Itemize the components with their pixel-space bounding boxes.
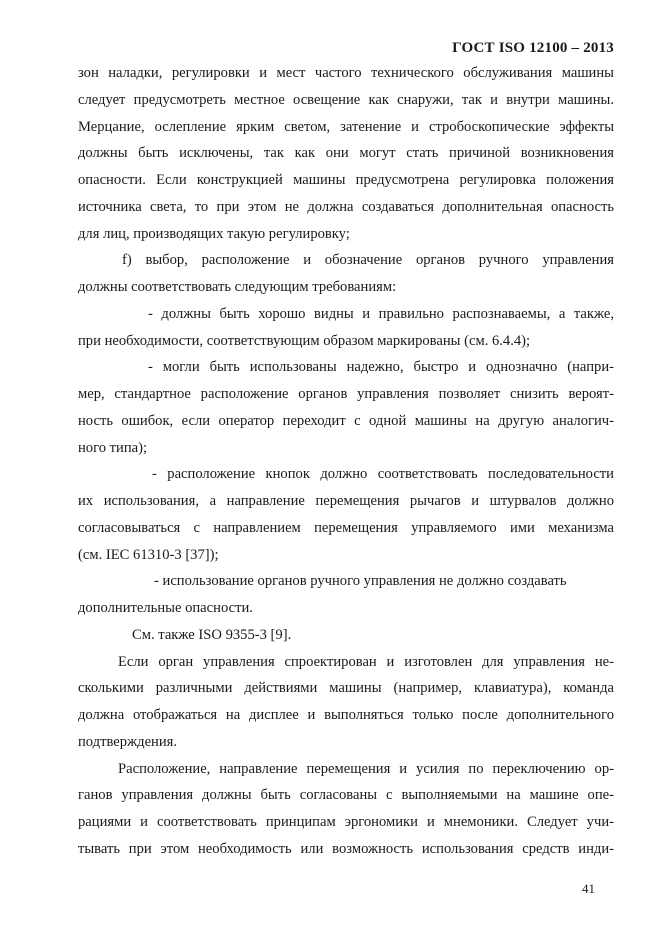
list-item-f: f) выбор, расположение и обозначение органов ручного управления bbox=[122, 252, 614, 269]
text-line: рациями и соответствовать принципам эргономики и мнемоники. Следует учи- bbox=[78, 814, 614, 830]
text-line: для лиц, производящих такую регулировку; bbox=[78, 225, 350, 242]
paragraph-start: Если орган управления спроектирован и изготовлен для управления не- bbox=[118, 653, 614, 670]
text-line: зон наладки, регулировки и мест частого технического обслуживания машины bbox=[78, 65, 614, 81]
see-also-reference: См. также ISO 9355-3 [9]. bbox=[132, 626, 292, 643]
text-line: их использования, а направление перемещения рычагов и штурвалов должно bbox=[78, 493, 614, 509]
text-line: мер, стандартное расположение органов управления позволяет снизить вероят- bbox=[78, 386, 614, 402]
bullet-item: - расположение кнопок должно соответствовать последовательности bbox=[152, 466, 614, 483]
text-line: ного типа); bbox=[78, 439, 148, 456]
text-line: должна отображаться на дисплее и выполняться только после дополнительного bbox=[78, 707, 614, 723]
text-line: тывать при этом необходимость или возможность использования средств инди- bbox=[78, 840, 614, 857]
text-line: согласовываться с направлением перемещения управляемого ими механизма bbox=[78, 519, 614, 536]
text-line: ность ошибок, если оператор переходит с одной машины на другую аналогич- bbox=[78, 412, 614, 429]
text-line: Мерцание, ослепление ярким светом, затенение и стробоскопические эффекты bbox=[78, 118, 614, 135]
text-line: опасности. Если конструкцией машины предусмотрена регулировка положения bbox=[78, 172, 614, 188]
text-line: (см. IEC 61310-3 [37]); bbox=[78, 546, 219, 563]
text-line: должны быть исключены, так как они могут стать причиной возникновения bbox=[78, 145, 614, 162]
document-body bbox=[78, 60, 614, 863]
text-line: ганов управления должны быть согласованы с выполняемыми на машине опе- bbox=[78, 787, 614, 804]
text-line: подтверждения. bbox=[78, 733, 178, 750]
bullet-item: - должны быть хорошо видны и правильно распознаваемы, а также, bbox=[148, 305, 614, 322]
text-line: должны соответствовать следующим требованиям: bbox=[78, 279, 397, 295]
bullet-item: - могли быть использованы надежно, быстро и однозначно (напри- bbox=[148, 359, 614, 376]
text-line: источника света, то при этом не должна создаваться дополнительная опасность bbox=[78, 198, 614, 215]
bullet-item: - использование органов ручного управления не должно создавать bbox=[154, 573, 567, 590]
text-line: сколькими различными действиями машины (например, клавиатура), команда bbox=[78, 680, 614, 697]
text-line: следует предусмотреть местное освещение как снаружи, так и внутри машины. bbox=[78, 91, 614, 108]
paragraph-start: Расположение, направление перемещения и усилия по переключению ор- bbox=[118, 760, 614, 777]
page-number: 41 bbox=[582, 881, 595, 896]
document-header: ГОСТ ISO 12100 – 2013 bbox=[452, 40, 614, 56]
text-line: дополнительные опасности. bbox=[78, 600, 253, 616]
text-line: при необходимости, соответствующим образом маркированы (см. 6.4.4); bbox=[78, 332, 531, 349]
